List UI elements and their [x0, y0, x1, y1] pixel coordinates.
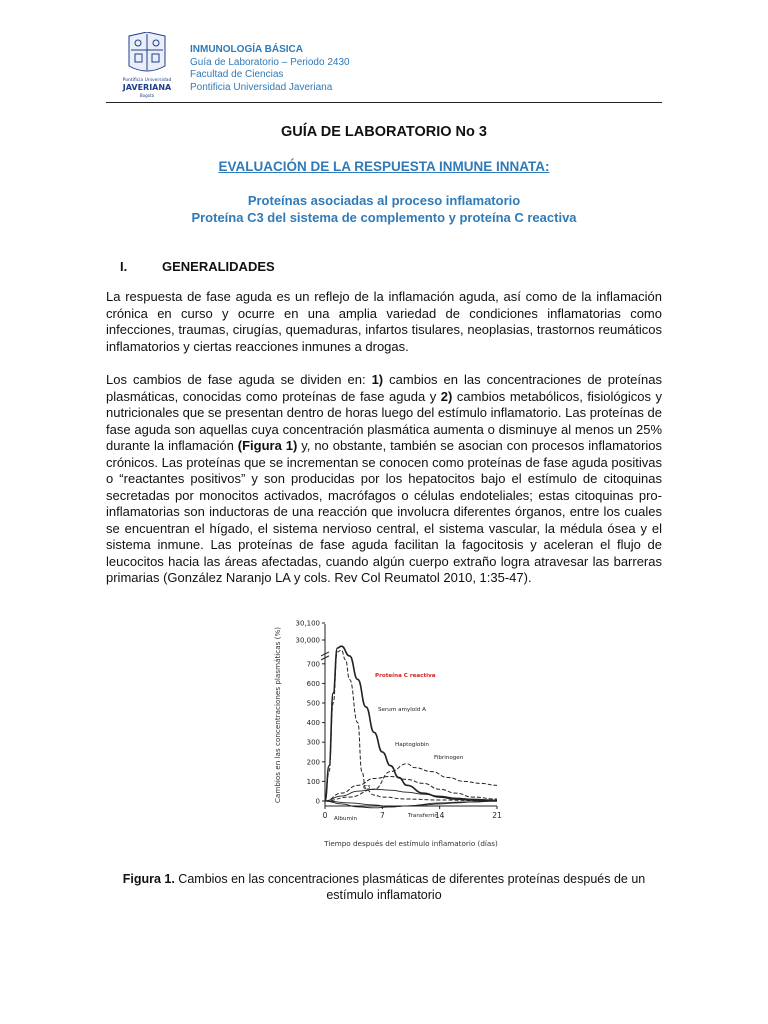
- label-transferrin: Transferrin: [408, 813, 438, 819]
- acute-phase-chart: [270, 614, 506, 856]
- chart-lines: [325, 646, 497, 808]
- y-tick-label: 30,100: [295, 619, 320, 628]
- section-title: GENERALIDADES: [162, 259, 275, 274]
- series-fibrinogen: [325, 764, 497, 801]
- section-number: I.: [120, 259, 128, 274]
- svg-text:Bogotá: Bogotá: [139, 93, 155, 98]
- figure-caption-label: Figura 1.: [122, 872, 175, 886]
- y-tick-label: 0: [315, 797, 320, 806]
- x-tick-label: 7: [379, 811, 385, 820]
- label-serum-amyloid-a: Serum amyloid A: [378, 707, 426, 713]
- paragraph-2: [106, 372, 662, 587]
- course-name: INMUNOLOGÍA BÁSICA: [190, 44, 303, 55]
- y-tick-label: 100: [306, 777, 320, 786]
- topic-line-1: Proteínas asociadas al proceso inflamatorio: [247, 193, 521, 208]
- label-haptoglobin: Haptoglobin: [395, 742, 429, 748]
- y-tick-label: 30,000: [295, 636, 320, 645]
- paragraph-1: [106, 289, 662, 355]
- figure-caption-text: Cambios en las concentraciones plasmáticas de diferentes proteínas después de un estímulo inflamatorio: [174, 872, 646, 902]
- header-divider: [106, 102, 662, 103]
- figure-reference: (Figura 1): [237, 438, 298, 453]
- x-axis-title: Tiempo después del estímulo inflamatorio (días): [324, 839, 498, 848]
- label-c3: C3: [363, 785, 371, 791]
- y-axis-title: Cambios en las concentraciones plasmáticas (%): [273, 626, 282, 804]
- p2-text-2: cambios en las concentraciones de proteínas plasmáticas, conocidas como proteínas de fase aguda y: [106, 372, 662, 404]
- faculty-name: Facultad de Ciencias: [190, 69, 284, 80]
- svg-text:JAVERIANA: JAVERIANA: [122, 83, 172, 92]
- document-title: GUÍA DE LABORATORIO No 3: [281, 124, 487, 140]
- x-tick-label: 21: [492, 811, 502, 820]
- y-tick-label: 200: [306, 758, 320, 767]
- guide-period: Guía de Laboratorio – Periodo 2430: [190, 56, 350, 68]
- p2-text-1: Los cambios de fase aguda se dividen en:: [106, 372, 372, 387]
- x-tick-label: 14: [434, 811, 445, 820]
- y-tick-label: 500: [306, 699, 320, 708]
- p2-text-3: cambios metabólicos, fisiológicos y nutricionales que se presentan dentro de horas luego del estímulo inflamatorio. Las proteínas de fase aguda son aquellas cuya concentración plasmática aumenta o disminuye al menos un 25% durante la inflamación: [106, 388, 662, 453]
- label-fibrinogen: Fibrinogen: [434, 755, 464, 761]
- paragraph-1-text: La respuesta de fase aguda es un reflejo de la inflamación aguda, así como de la inflamación crónica en curso y ocurre en una amplia variedad de condiciones inflamatorias como infecciones, traumas, cirugías, quemaduras, infartos tisulares, neoplasias, trastornos reumáticos inflamatorios y ciertas reacciones inmunes a drogas.: [106, 289, 662, 354]
- y-tick-label: 600: [306, 679, 320, 688]
- label-albumin: Albumin: [334, 816, 358, 822]
- p2-text-4: y, no obstante, también se asocian con procesos inflamatorios crónicos. Las proteínas que se incrementan se conocen como proteínas de fase aguda positivas o “reactantes positivos” y son producidas por los hepatocitos bajo el estímulo de citoquinas secretadas por monocitos activados, macrófagos o células endoteliales; estas citoquinas pro-inflamatorias son inductoras de una reacción que involucra diferentes órganos, entre los cuales se encuentran el hígado, el sistema nervioso central, el sistema vascular, la médula ósea y el sistema inmune. Las proteínas de fase aguda facilitan la fagocitosis y aceleran el flujo de leucocitos hacia las áreas afectadas, cuando algún cuerpo extraño logra atravesar las barreras primarias (González Naranjo LA y cols. Rev Col Reumatol 2010, 1:35-47).: [106, 438, 662, 585]
- y-tick-label: 400: [306, 719, 320, 728]
- x-tick-label: 0: [322, 811, 328, 820]
- figure-caption: [106, 871, 662, 903]
- p2-bold-1: 1): [371, 372, 384, 387]
- document-subtitle: EVALUACIÓN DE LA RESPUESTA INMUNE INNATA:: [218, 159, 550, 174]
- label-proteina-c-reactiva: Proteína C reactiva: [375, 673, 436, 679]
- series-albumin: [325, 801, 497, 808]
- university-logo: [119, 32, 175, 100]
- series-proteina-c-reactiva: [325, 646, 497, 801]
- section-heading: [120, 259, 275, 274]
- p2-bold-2: 2): [440, 388, 453, 404]
- y-tick-label: 700: [306, 660, 320, 669]
- y-tick-label: 300: [306, 738, 320, 747]
- header-info: [190, 44, 350, 94]
- svg-text:Pontificia Universidad: Pontificia Universidad: [122, 78, 172, 83]
- topic-line-2: Proteína C3 del sistema de complemento y proteína C reactiva: [191, 210, 577, 225]
- university-name: Pontificia Universidad Javeriana: [190, 81, 333, 93]
- chart-axes: [321, 624, 497, 806]
